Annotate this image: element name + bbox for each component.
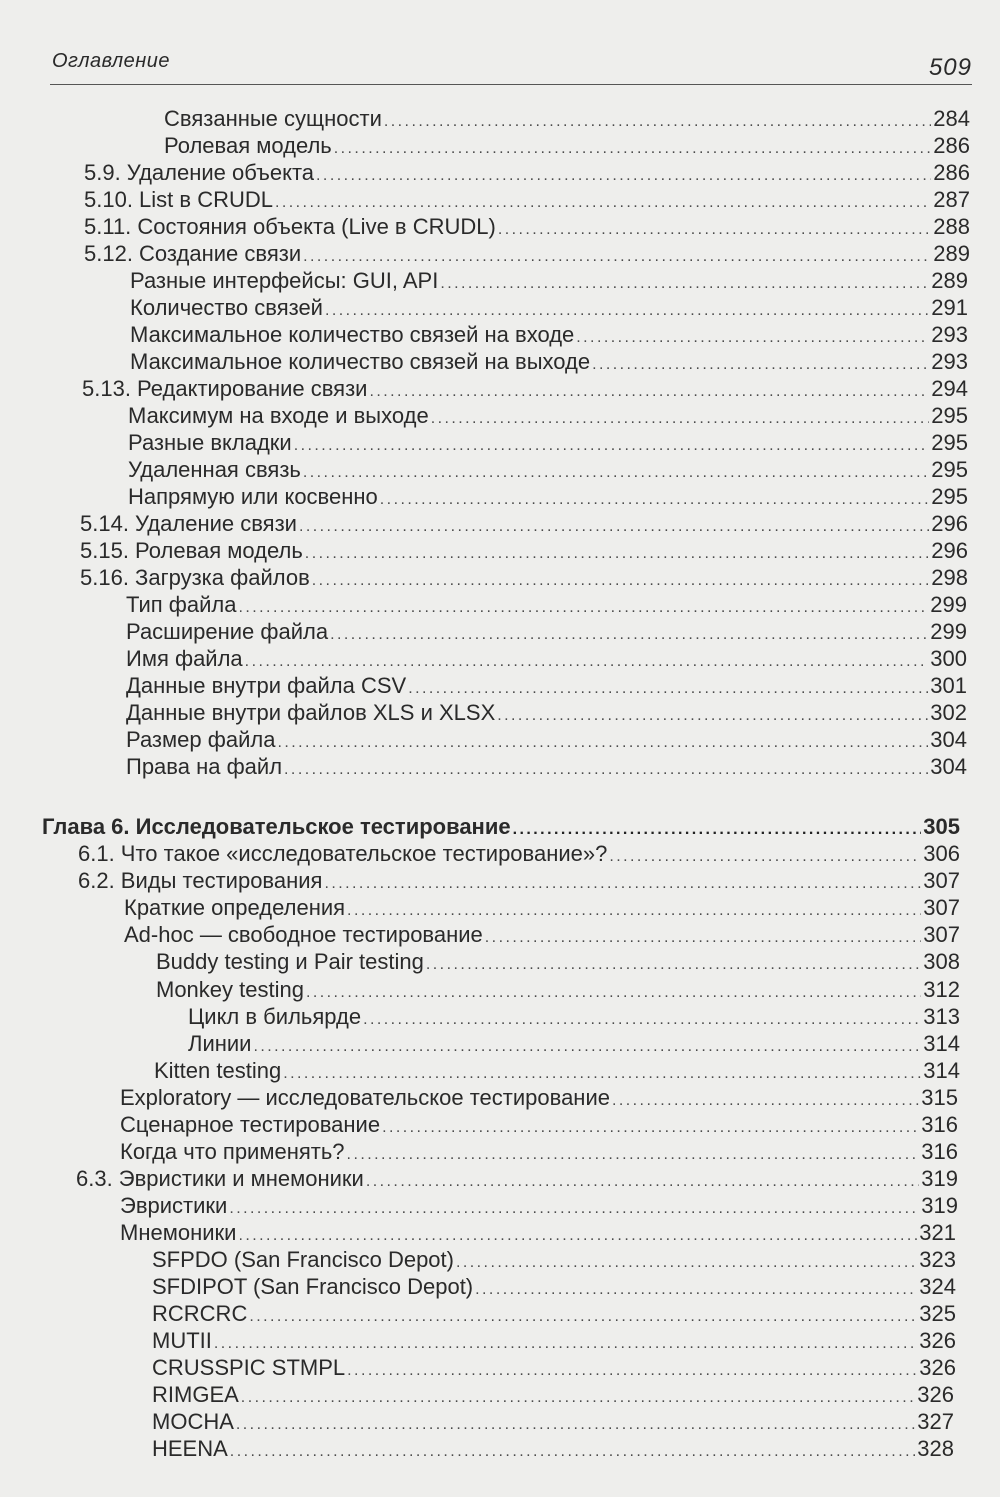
dot-leader [299,513,929,540]
toc-entry [164,132,970,159]
dot-leader [347,897,921,924]
toc-entry-page: 324 [919,1274,956,1299]
dot-leader [303,459,929,486]
toc-entry-page: 315 [921,1085,958,1110]
toc-entry [84,186,970,213]
toc-entry [78,840,960,867]
running-head: Оглавление [52,50,171,72]
toc-entry [120,1219,956,1246]
toc-entry-title: 5.11. Состояния объекта (Live в CRUDL) [84,214,496,239]
toc-entry [80,564,968,591]
toc-entry-title: Разные интерфейсы: GUI, API [130,268,439,293]
toc-entry-page: 299 [930,619,967,644]
toc-entry [120,1138,958,1165]
toc-entry-page: 300 [930,646,967,671]
toc-entry-title: Удаленная связь [128,457,301,482]
dot-leader [384,108,931,135]
dot-leader [576,324,929,351]
toc-entry-title: 5.12. Создание связи [84,241,302,266]
toc-entry [120,1192,958,1219]
toc-entry [152,1354,956,1381]
toc-entry-title: 6.1. Что такое «исследовательское тестирование»? [78,841,608,866]
toc-entry [120,1084,958,1111]
toc-entry [78,867,960,894]
toc-entry-title: Ролевая модель [164,133,332,158]
dot-leader [366,1168,919,1195]
dot-leader [475,1276,917,1303]
toc-entry-title: Ad-hoc — свободное тестирование [124,922,483,947]
toc-entry-page: 312 [923,977,960,1002]
toc-entry-title: Тип файла [126,592,237,617]
toc-entry-title: Краткие определения [124,895,346,920]
toc-entry [156,976,960,1003]
toc-entry [152,1300,956,1327]
toc-entry-title: 5.13. Редактирование связи [82,376,368,401]
toc-entry-page: 307 [923,922,960,947]
toc-entry [124,894,960,921]
toc-entry-page: 298 [931,565,968,590]
toc-entry-page: 302 [930,700,967,725]
toc-entry-title: 5.14. Удаление связи [80,511,297,536]
toc-entry-title: Максимальное количество связей на входе [130,322,575,347]
dot-leader [456,1249,917,1276]
toc-entry-title: MUTII [152,1328,212,1353]
dot-leader [347,1357,917,1384]
toc-entry-title: 6.2. Виды тестирования [78,868,323,893]
toc-entry-page: 288 [933,214,970,239]
toc-entry-page: 325 [919,1301,956,1326]
dot-leader [431,405,930,432]
toc-entry-page: 305 [923,814,960,839]
toc-entry-title: Линии [188,1031,252,1056]
toc-entry [128,456,968,483]
toc-entry-page: 296 [931,538,968,563]
toc-entry-page: 328 [917,1436,954,1461]
toc-entry-page: 314 [923,1058,960,1083]
toc-entry [130,294,968,321]
dot-leader [312,567,930,594]
toc-entry-title: Цикл в бильярде [188,1004,362,1029]
dot-leader [284,756,928,783]
toc-entry-title: 5.10. List в CRUDL [84,187,273,212]
toc-entry-page: 286 [933,133,970,158]
dot-leader [369,378,929,405]
toc-entry-page: 289 [933,241,970,266]
toc-entry [76,1165,958,1192]
toc-entry [152,1381,954,1408]
toc-entry [128,429,968,456]
dot-leader [306,979,921,1006]
toc-entry [130,321,968,348]
dot-leader [238,1222,917,1249]
dot-leader [241,1384,915,1411]
toc-entry-page: 319 [921,1193,958,1218]
toc-entry [82,375,968,402]
toc-entry-page: 289 [931,268,968,293]
toc-entry-title: Имя файла [126,646,243,671]
dot-leader [324,870,921,897]
toc-entry [152,1327,956,1354]
toc-entry-page: 291 [931,295,968,320]
dot-leader [347,1141,920,1168]
toc-entry-title: Сценарное тестирование [120,1112,381,1137]
toc-entry [156,948,960,975]
toc-entry [84,240,970,267]
toc-entry-title: Количество связей [130,295,323,320]
toc-entry [124,921,960,948]
toc-entry [84,213,970,240]
toc-entry-title: RCRCRC [152,1301,248,1326]
dot-leader [485,924,922,951]
dot-leader [275,189,931,216]
toc-entry [126,699,967,726]
toc-entry-page: 319 [921,1166,958,1191]
toc-entry-page: 287 [933,187,970,212]
dot-leader [609,843,921,870]
toc-entry-title: Разные вкладки [128,430,292,455]
dot-leader [382,1114,919,1141]
toc-entry-title: Buddy testing и Pair testing [156,949,424,974]
toc-entry-title: 5.15. Ролевая модель [80,538,303,563]
toc-entry-page: 295 [931,403,968,428]
toc-entry [130,348,968,375]
dot-leader [236,1411,915,1438]
dot-leader [283,1060,921,1087]
toc-entry-title: Exploratory — исследовательское тестирование [120,1085,610,1110]
dot-leader [440,270,929,297]
toc-entry-title: Расширение файла [126,619,329,644]
toc-entry-title: Права на файл [126,754,283,779]
dot-leader [363,1006,921,1033]
toc-entry [188,1003,960,1030]
toc-entry [152,1273,956,1300]
toc-entry-page: 301 [930,673,967,698]
dot-leader [245,648,929,675]
dot-leader [229,1195,919,1222]
toc-entry-title: Данные внутри файла CSV [126,673,407,698]
toc-entry-title: 5.16. Загрузка файлов [80,565,310,590]
toc-entry-page: 304 [930,727,967,752]
toc-entry-page: 326 [919,1328,956,1353]
dot-leader [426,951,921,978]
dot-leader [408,675,928,702]
toc-entry-page: 286 [933,160,970,185]
dot-leader [230,1438,915,1465]
toc-entry [126,672,967,699]
toc-entry-page: 327 [917,1409,954,1434]
toc-entry-page: 295 [931,457,968,482]
toc-entry-page: 326 [917,1382,954,1407]
toc-entry-title: Размер файла [126,727,276,752]
toc-entry [152,1435,954,1462]
dot-leader [380,486,930,513]
toc-entry-page: 326 [919,1355,956,1380]
dot-leader [330,621,928,648]
dot-leader [303,243,931,270]
page-number: 509 [928,54,972,81]
toc-entry [152,1408,954,1435]
page-header [50,44,972,85]
dot-leader [497,702,928,729]
dot-leader [277,729,928,756]
toc-entry-page: 313 [923,1004,960,1029]
toc-entry-page: 293 [931,322,968,347]
toc-chapter-heading [42,813,960,840]
toc-entry-title: Kitten testing [154,1058,282,1083]
toc-entry-title: CRUSSPIC STMPL [152,1355,346,1380]
toc-entry-page: 295 [931,484,968,509]
toc-entry-title: 6.3. Эвристики и мнемоники [76,1166,364,1191]
toc-entry-page: 295 [931,430,968,455]
toc-entry-title: Напрямую или косвенно [128,484,378,509]
toc-entry-title: Эвристики [120,1193,228,1218]
toc-entry [80,510,968,537]
toc-entry-page: 316 [921,1139,958,1164]
toc-entry-page: 323 [919,1247,956,1272]
dot-leader [238,594,928,621]
toc-entry-title: MOCHA [152,1409,234,1434]
toc-entry-title: Данные внутри файлов XLS и XLSX [126,700,496,725]
toc-entry-title: Когда что применять? [120,1139,345,1164]
toc-entry-title: Мнемоники [120,1220,237,1245]
toc-entry-title: 5.9. Удаление объекта [84,160,315,185]
toc-entry [128,483,968,510]
toc-entry [126,618,967,645]
dot-leader [498,216,931,243]
dot-leader [325,297,929,324]
toc-entry [130,267,968,294]
dot-leader [294,432,930,459]
toc-entry [80,537,968,564]
dot-leader [305,540,929,567]
toc-entry-page: 321 [919,1220,956,1245]
toc-entry [84,159,970,186]
dot-leader [513,816,922,843]
toc-entry-title: Глава 6. Исследовательское тестирование [42,814,511,839]
toc-entry-page: 308 [923,949,960,974]
toc-entry-title: Максимальное количество связей на выходе [130,349,591,374]
dot-leader [334,135,932,162]
toc-entry-page: 316 [921,1112,958,1137]
toc-entry [126,645,967,672]
toc-entry-title: Максимум на входе и выходе [128,403,429,428]
toc-entry-page: 307 [923,868,960,893]
toc-entry-page: 293 [931,349,968,374]
toc-entry [152,1246,956,1273]
toc-entry-page: 306 [923,841,960,866]
toc-entry-title: SFDIPOT (San Francisco Depot) [152,1274,474,1299]
toc-entry-page: 299 [930,592,967,617]
toc-entry-title: Monkey testing [156,977,304,1002]
toc-entry [188,1030,960,1057]
toc-entry-title: RIMGEA [152,1382,239,1407]
toc-entry-page: 294 [931,376,968,401]
toc-entry-title: HEENA [152,1436,228,1461]
toc-entry-page: 307 [923,895,960,920]
dot-leader [612,1087,919,1114]
dot-leader [214,1330,917,1357]
toc-entry [126,726,967,753]
toc-entry-page: 284 [933,106,970,131]
toc-entry-page: 314 [923,1031,960,1056]
toc-entry [126,591,967,618]
toc-entry-page: 296 [931,511,968,536]
toc-entry [120,1111,958,1138]
dot-leader [249,1303,917,1330]
toc-entry [154,1057,960,1084]
toc-entry [128,402,968,429]
toc-entry-page: 304 [930,754,967,779]
toc-entry-title: Связанные сущности [164,106,382,131]
dot-leader [592,351,929,378]
toc-entry [126,753,967,780]
toc-entry [164,105,970,132]
toc-entry-title: SFPDO (San Francisco Depot) [152,1247,454,1272]
dot-leader [253,1033,921,1060]
dot-leader [316,162,931,189]
